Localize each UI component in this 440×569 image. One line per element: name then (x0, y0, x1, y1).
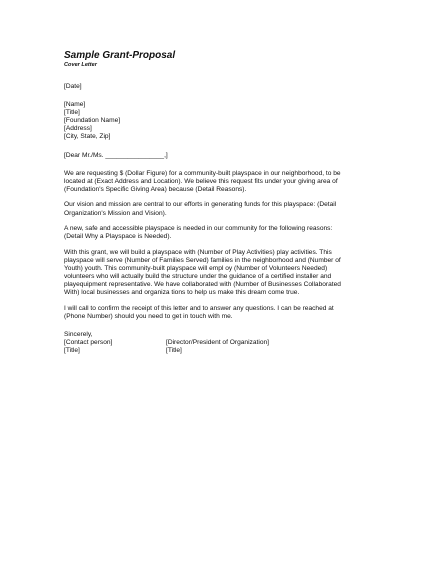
paragraph-line: We are requesting $ (Dollar Figure) for a community-built playspace in our neighborhood, to be (64, 169, 341, 177)
salutation-block (64, 152, 384, 160)
date-line: [Date] (64, 83, 82, 90)
address-line: [Address] (64, 125, 92, 133)
recipient-address (64, 101, 384, 141)
paragraph-line: I will call to confirm the receipt of this letter and to answer any questions. I can be reached at (64, 304, 334, 312)
paragraph-line: Youth) youth. This community-built playspace will empl oy (Number of Volunteers Needed) (64, 265, 328, 272)
paragraph (64, 305, 384, 321)
address-line: [Foundation Name] (64, 117, 121, 125)
letter-body (64, 50, 384, 355)
paragraph-line: located at (Exact Address and Location). We believe this request fits under your giving area of (64, 177, 338, 185)
signature-right (166, 339, 269, 355)
paragraph-line: (Detail Why a Playspace is Needed). (64, 233, 172, 241)
paragraph (64, 249, 384, 298)
closing: Sincerely, (64, 331, 93, 339)
salutation: [Dear Mr./Ms. ________________,] (64, 151, 168, 159)
director-title: [Title] (166, 347, 182, 355)
paragraph-line: (Foundation's Specific Giving Area) because (Detail Reasons). (64, 185, 247, 193)
paragraph (64, 170, 384, 194)
signature-block (64, 331, 384, 355)
address-line: [City, State, Zip] (64, 133, 111, 141)
paragraph-line: volunteers who will actually build the structure under the guidance of a certified installer and (64, 273, 332, 281)
paragraph-line: With) local businesses and organiza tions to help us make this dream come true. (64, 289, 300, 297)
paragraph (64, 225, 384, 241)
signature-columns (64, 339, 384, 355)
document-title: Sample Grant-Proposal (64, 50, 176, 61)
signature-left (64, 339, 166, 355)
paragraph-line: A new, safe and accessible playspace is needed in our community for the following reasons: (64, 225, 333, 233)
contact-person: [Contact person] (64, 339, 113, 347)
paragraph-line: Organization's Mission and Vision). (64, 209, 167, 217)
document-subtitle: Cover Letter (64, 62, 97, 68)
address-line: [Title] (64, 109, 80, 117)
paragraph-line: playequipment representative. We have collaborated with (Number of Businesses Collaborated (64, 281, 341, 289)
paragraph (64, 201, 384, 217)
paragraph-line: With this grant, we will build a playspace with (Number of Play Activities) play activities. This (64, 248, 332, 256)
address-line: [Name] (64, 101, 86, 109)
paragraph-line: (Phone Number) should you need to get in touch with me. (64, 312, 233, 320)
director-name: [Director/President of Organization] (166, 339, 269, 347)
contact-title: [Title] (64, 347, 80, 355)
date-block (64, 83, 384, 91)
paragraph-line: playspace will serve (Number of Families Served) families in the neighborhood and (Number of (64, 256, 341, 264)
paragraph-line: Our vision and mission are central to our efforts in generating funds for this playspace: (Detail (64, 201, 337, 209)
